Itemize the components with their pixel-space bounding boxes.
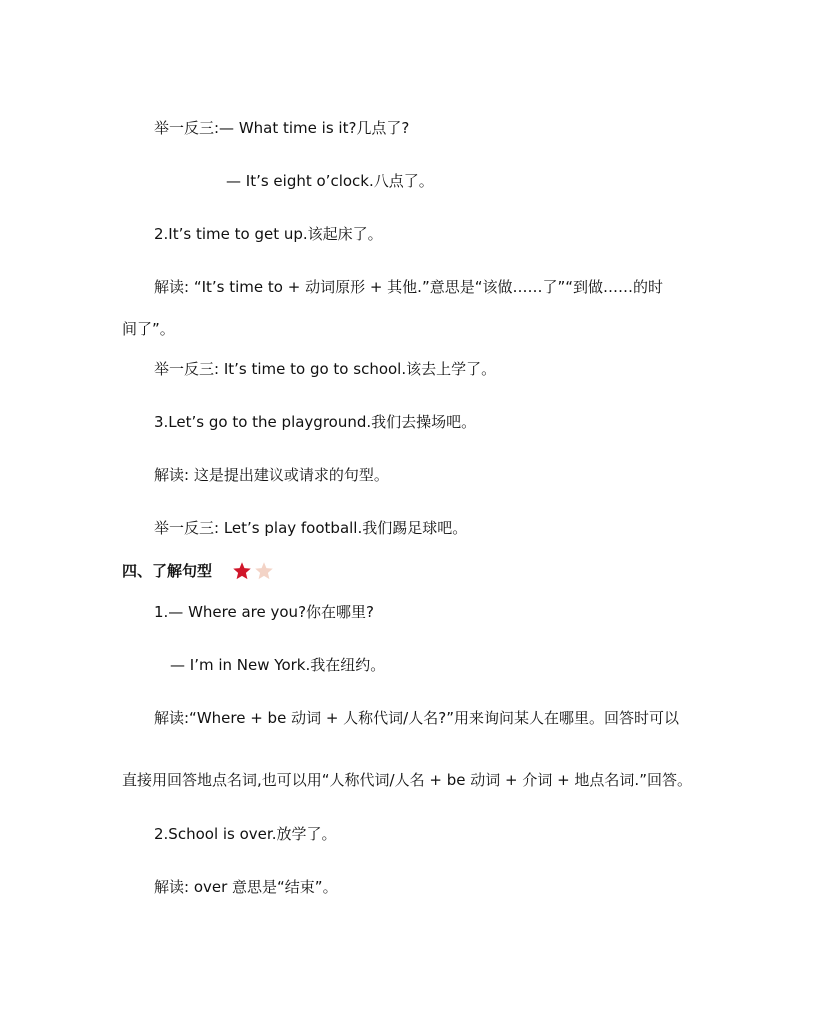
sentence-lets-go-playground: 3.Let’s go to the playground.我们去操场吧。: [154, 413, 477, 431]
section-heading: 四、了解句型: [122, 562, 213, 580]
explanation-time-to-cont: 间了”。: [122, 320, 175, 338]
answer-eight-oclock: — It’s eight o’clock.八点了。: [226, 172, 434, 190]
star-filled-icon: [232, 561, 252, 581]
star-faded-icon: [254, 561, 274, 581]
sentence-school-is-over: 2.School is over.放学了。: [154, 825, 337, 843]
explanation-time-to: 解读: “It’s time to + 动词原形 + 其他.”意思是“该做……了”“到做……的时: [154, 278, 664, 296]
explanation-where: 解读:“Where + be 动词 + 人称代词/人名?”用来询问某人在哪里。回答时可以: [154, 709, 679, 727]
example-play-football: 举一反三: Let’s play football.我们踢足球吧。: [154, 519, 468, 537]
example-what-time: 举一反三:— What time is it?几点了?: [154, 119, 410, 137]
difficulty-rating: [232, 561, 274, 581]
explanation-suggestion: 解读: 这是提出建议或请求的句型。: [154, 466, 389, 484]
answer-new-york: — I’m in New York.我在纽约。: [170, 656, 386, 674]
explanation-over: 解读: over 意思是“结束”。: [154, 878, 338, 896]
sentence-where-are-you: 1.— Where are you?你在哪里?: [154, 603, 374, 621]
explanation-where-cont: 直接用回答地点名词,也可以用“人称代词/人名 + be 动词 + 介词 + 地点名词.”回答。: [122, 771, 692, 789]
example-go-to-school: 举一反三: It’s time to go to school.该去上学了。: [154, 360, 497, 378]
sentence-time-to-get-up: 2.It’s time to get up.该起床了。: [154, 225, 383, 243]
